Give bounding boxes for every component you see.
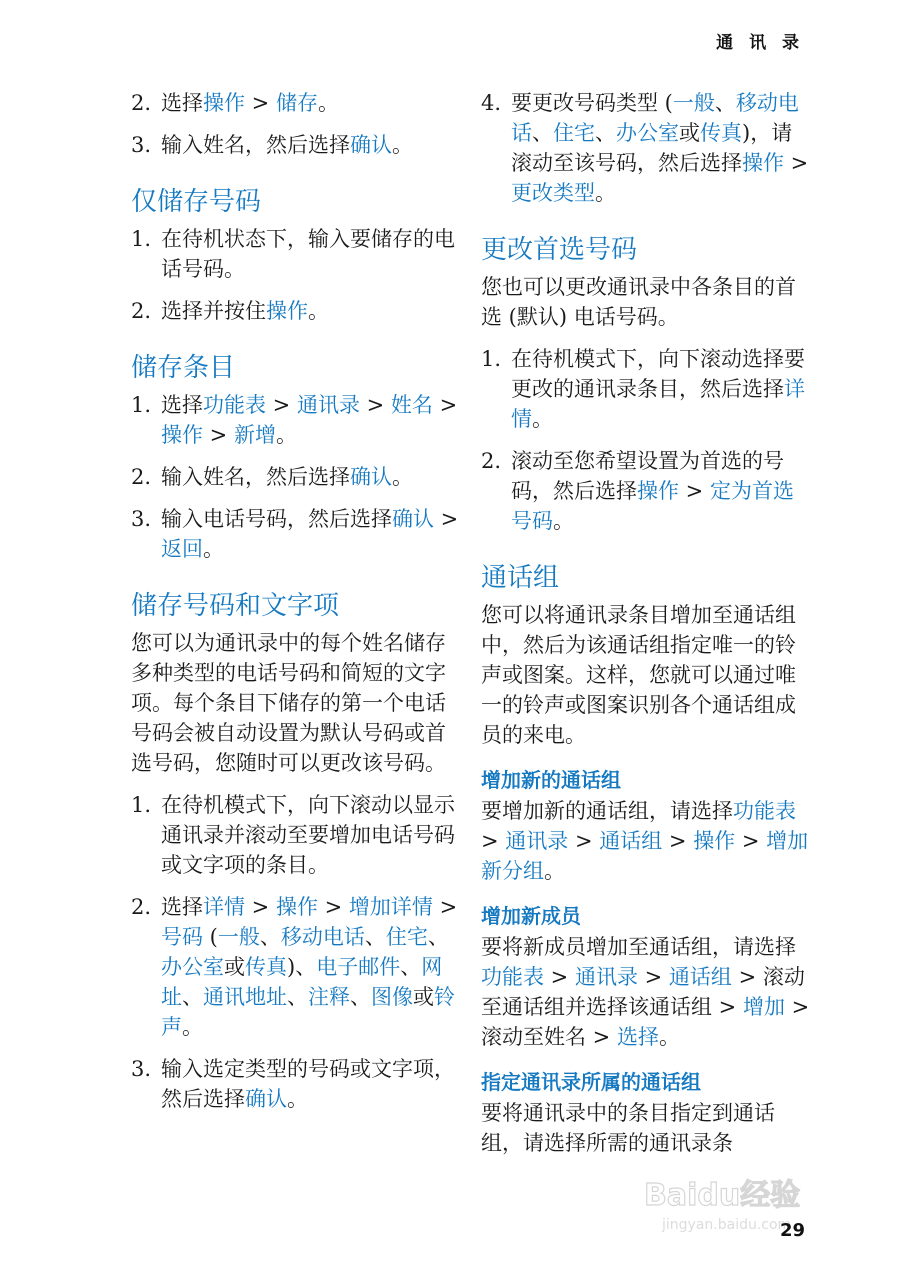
step-number: 2. (481, 449, 502, 473)
menu-path-term: 注释 (308, 985, 350, 1009)
numbered-step (131, 892, 461, 1042)
menu-path-term: 电子邮件 (316, 955, 401, 979)
step-number: 2. (131, 91, 152, 115)
menu-path-term: 操作 (637, 479, 679, 503)
left-column (131, 88, 461, 1126)
body-text: 。 (553, 509, 574, 533)
step-number: 3. (131, 133, 152, 157)
numbered-step (131, 296, 461, 326)
body-text: 要将新成员增加至通话组，请选择 (481, 935, 796, 959)
body-text: > (544, 965, 575, 989)
step-number: 2. (131, 299, 152, 323)
menu-path-term: 详情 (203, 895, 245, 919)
body-text: 。 (392, 465, 413, 489)
section-heading: 更改首选号码 (481, 235, 638, 265)
body-text: > (359, 393, 391, 417)
step-number: 2. (131, 465, 152, 489)
body-text: 。 (392, 133, 413, 157)
menu-path-term: 定为首选号码 (511, 479, 794, 533)
body-text: 、 (400, 955, 422, 979)
numbered-step (131, 224, 461, 284)
body-text: 、 (595, 121, 616, 145)
menu-path-term: 操作 (742, 151, 784, 175)
body-text: 输入选定类型的号码或文字项，然后选择 (161, 1057, 455, 1111)
body-text: 选择 (161, 895, 203, 919)
menu-path-term: 功能表 (203, 393, 266, 417)
menu-path-term: 办公室 (616, 121, 679, 145)
numbered-step (131, 88, 461, 118)
section-heading: 仅储存号码 (131, 187, 262, 217)
menu-path-term: 返回 (161, 537, 203, 561)
menu-path-term: 功能表 (733, 799, 796, 823)
menu-path-term: 移动电话 (511, 91, 799, 145)
body-text: > (432, 895, 458, 919)
paragraph (481, 600, 811, 750)
body-text: 。 (658, 1025, 680, 1049)
body-text: > (784, 151, 809, 175)
body-text: 。 (182, 1015, 203, 1039)
menu-path-term: 住宅 (385, 925, 428, 949)
body-text: 、 (182, 985, 203, 1009)
body-text: > (662, 829, 694, 853)
body-text: 输入电话号码，然后选择 (161, 507, 392, 531)
body-text: > 滚动至通话组并选择该通话组 > (481, 965, 805, 1019)
numbered-step (131, 462, 461, 492)
body-text: 。 (595, 181, 616, 205)
body-text: )、 (287, 955, 317, 979)
section-heading: 储存条目 (131, 353, 236, 383)
body-text: > (434, 507, 459, 531)
menu-path-term: 详情 (511, 377, 805, 431)
section-heading: 指定通讯录所属的通话组 (481, 1070, 701, 1094)
body-text: 输入姓名，然后选择 (161, 133, 350, 157)
body-text: 、 (287, 985, 308, 1009)
menu-path-term: 储存 (275, 91, 318, 115)
step-number: 1. (131, 393, 152, 417)
body-text: 、 (532, 121, 553, 145)
menu-path-term: 通讯录 (296, 393, 360, 417)
numbered-step (481, 344, 811, 434)
section-heading: 增加新的通话组 (481, 768, 621, 792)
numbered-step (131, 390, 461, 450)
body-text: 在待机状态下，输入要储存的电话号码。 (161, 227, 455, 281)
body-text: 要将通讯录中的条目指定到通话组，请选择所需的通讯录条 (481, 1101, 775, 1155)
numbered-step (131, 130, 461, 160)
paragraph (481, 272, 811, 332)
body-text: 。 (203, 537, 224, 561)
menu-path-term: 增加 (742, 995, 785, 1019)
body-text: 。 (317, 91, 339, 115)
body-text: 或 (413, 985, 434, 1009)
menu-path-term: 号码 (161, 925, 203, 949)
body-text: 。 (544, 859, 565, 883)
running-header: 通 讯 录 (716, 33, 804, 53)
body-text: 在待机模式下，向下滚动选择要更改的通讯录条目，然后选择 (511, 347, 805, 401)
body-text: 在待机模式下，向下滚动以显示通讯录并滚动至要增加电话号码或文字项的条目。 (161, 793, 455, 877)
menu-path-term: 姓名 (390, 393, 433, 417)
body-text: 、 (714, 91, 736, 115)
watermark-url: jingyan.baidu.com (662, 1217, 792, 1233)
body-text: 。 (287, 1087, 308, 1111)
body-text: 您可以将通讯录条目增加至通话组中，然后为该通话组指定唯一的铃声或图案。这样，您就可以通过唯一的铃声或图案识别各个通话组成员的来电。 (481, 603, 796, 747)
body-text: > (481, 829, 506, 853)
menu-path-term: 增加新分组 (481, 829, 809, 883)
menu-path-term: 增加详情 (348, 895, 433, 919)
menu-path-term: 更改类型 (511, 181, 595, 205)
body-text: 要更改号码类型 ( (511, 91, 673, 115)
menu-path-term: 铃声 (161, 985, 455, 1039)
menu-path-term: 选择 (616, 1025, 659, 1049)
body-text: 或 (224, 955, 245, 979)
body-text: > 滚动至姓名 > (481, 995, 810, 1049)
step-number: 1. (131, 793, 152, 817)
menu-path-term: 确认 (350, 465, 392, 489)
paragraph (481, 932, 811, 1052)
body-text: 输入姓名，然后选择 (161, 465, 350, 489)
body-text: 或 (679, 121, 700, 145)
body-text: 要增加新的通话组，请选择 (481, 799, 733, 823)
section-heading: 通话组 (481, 563, 560, 593)
menu-path-term: 新增 (233, 423, 276, 447)
menu-path-term: 办公室 (161, 955, 224, 979)
menu-path-term: 移动电话 (280, 925, 365, 949)
body-text: > (637, 965, 669, 989)
body-text: 滚动至您希望设置为首选的号码，然后选择 (511, 449, 784, 503)
body-text: > (735, 829, 767, 853)
body-text: 您可以为通讯录中的每个姓名储存多种类型的电话号码和简短的文字项。每个条目下储存的第一个电话号码会被自动设置为默认号码或首选号码，您随时可以更改该号码。 (131, 631, 446, 775)
paragraph (481, 1098, 811, 1158)
menu-path-term: 操作 (203, 91, 245, 115)
menu-path-term: 传真 (245, 955, 287, 979)
menu-path-term: 操作 (275, 895, 318, 919)
paragraph (131, 628, 461, 778)
body-text: ( (203, 925, 218, 949)
page-number: 29 (780, 1220, 806, 1241)
body-text: 选择并按住 (161, 299, 266, 323)
menu-path-term: 确认 (245, 1087, 287, 1111)
watermark-logo: Baidu经验 (644, 1178, 801, 1213)
numbered-step (481, 446, 811, 536)
menu-path-term: 一般 (217, 925, 260, 949)
menu-path-term: 传真 (700, 121, 742, 145)
body-text: 。 (275, 423, 297, 447)
menu-path-term: 操作 (266, 299, 308, 323)
right-column (481, 88, 811, 1170)
body-text: > (568, 829, 600, 853)
body-text: 选择 (161, 91, 203, 115)
body-text: 您也可以更改通讯录中各条目的首选 (默认) 电话号码。 (481, 275, 796, 329)
numbered-step (131, 1054, 461, 1114)
numbered-step (131, 790, 461, 880)
menu-path-term: 一般 (672, 91, 715, 115)
body-text: > (245, 895, 276, 919)
step-number: 3. (131, 507, 152, 531)
menu-path-term: 确认 (392, 507, 434, 531)
step-number: 1. (131, 227, 152, 251)
menu-path-term: 操作 (161, 423, 203, 447)
section-heading: 储存号码和文字项 (131, 591, 340, 621)
paragraph (481, 796, 811, 886)
menu-path-term: 通话组 (668, 965, 732, 989)
body-text: 、 (427, 925, 449, 949)
menu-path-term: 通讯地址 (203, 985, 287, 1009)
menu-path-term: 通讯录 (574, 965, 638, 989)
body-text: )，请滚动至该号码，然后选择 (511, 121, 793, 175)
body-text: > (203, 423, 234, 447)
menu-path-term: 通讯录 (505, 829, 569, 853)
section-heading: 增加新成员 (481, 904, 581, 928)
menu-path-term: 住宅 (553, 121, 595, 145)
body-text: 。 (308, 299, 329, 323)
body-text: > (679, 479, 710, 503)
menu-path-term: 网址 (161, 955, 443, 1009)
menu-path-term: 确认 (350, 133, 392, 157)
menu-path-term: 功能表 (481, 965, 544, 989)
body-text: 、 (350, 985, 371, 1009)
step-number: 3. (131, 1057, 152, 1081)
step-number: 4. (481, 91, 502, 115)
step-number: 2. (131, 895, 152, 919)
step-number: 1. (481, 347, 502, 371)
body-text: 、 (259, 925, 281, 949)
body-text: 。 (532, 407, 553, 431)
body-text: > (432, 393, 458, 417)
body-text: > (317, 895, 349, 919)
body-text: 选择 (161, 393, 203, 417)
menu-path-term: 通话组 (599, 829, 663, 853)
body-text: > (266, 393, 297, 417)
menu-path-term: 图像 (371, 985, 413, 1009)
numbered-step (131, 504, 461, 564)
menu-path-term: 操作 (693, 829, 736, 853)
numbered-step (481, 88, 811, 208)
body-text: 、 (364, 925, 386, 949)
body-text: > (245, 91, 276, 115)
